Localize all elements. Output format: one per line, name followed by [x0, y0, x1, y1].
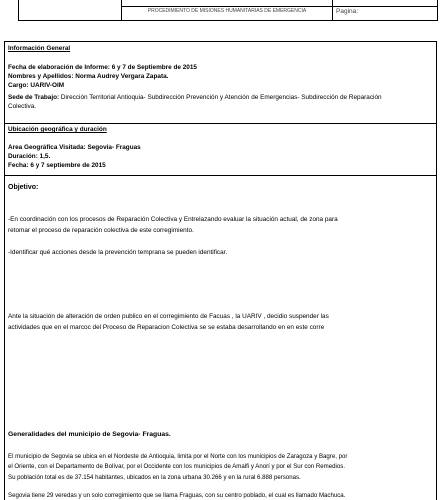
- objective-p3-line1: [8, 313, 329, 321]
- objective-p3-line1-text: Ante la situación de alteración de orden publico en el corregimiento de Facuas , la UARIV , decidio suspender las: [8, 313, 329, 320]
- workplace-label: Sede de Trabajo:: [8, 94, 60, 101]
- objective-section: [4, 175, 437, 500]
- objective-p1-line2: retomar el proceso de reparación colectiva de este corregimiento.: [8, 227, 194, 234]
- author-name: Nombres y Apellidos: Norma Audrey Vergara Zapata.: [8, 73, 169, 80]
- logo-cell: [19, 0, 122, 20]
- procedure-cell: [122, 0, 333, 20]
- workplace-line1: Dirección Territorial Antioquia- Subdirección Prevención y Atención de Emergencias- Subdirección de Reparación: [59, 94, 382, 101]
- page-label: Pagina:: [336, 8, 359, 15]
- location-heading: Ubicación geográfica y duración: [8, 126, 107, 133]
- duration: Duración: 1,5.: [8, 153, 51, 160]
- page-cell: [333, 0, 437, 20]
- objective-p1-line1: -En coordinación con los procesos de Reparación Colectiva y Entrelazando evaluar la situación actual, de zona para: [8, 216, 338, 223]
- objective-p3-line2: actividades que en el marcoc del Proceso de Reparacion Colectiva se se estaba desarrollando en en este corre: [8, 324, 325, 331]
- generalities-p1-line2: el Oriente, con el Departamento de Bolívar, por el Occidente con los municipios de Amalfi y Anorí y por el Sur con Remedios.: [8, 463, 346, 470]
- report-date: Fecha de elaboración de Informe: 6 y 7 de Septiembre de 2015: [8, 64, 197, 71]
- generalities-heading: Generalidades del municipio de Segovia- Fraguas.: [8, 431, 171, 438]
- visit-date: Fecha: 6 y 7 septiembre de 2015: [8, 162, 106, 169]
- info-general-section: [4, 41, 437, 124]
- generalities-p1-line3: Su población total es de 37.154 habitantes, ubicados en la zona urbana 30.266 y en la rural 6.888 personas.: [8, 474, 301, 481]
- procedure-title: PROCEDIMIENTO DE MISIONES HUMANITARIAS DE EMERGENCIA: [147, 8, 307, 14]
- position: Cargo: UARIV-OIM: [8, 82, 65, 89]
- workplace: [8, 94, 382, 102]
- generalities-p1-line1: El municipio de Segovia se ubica en el Nordeste de Antioquia, limita por el Norte con los municipios de Zaragoza y Bagre, por: [8, 453, 348, 460]
- info-general-heading: Información General: [8, 45, 71, 52]
- objective-heading: Objetivo:: [8, 184, 39, 191]
- location-section: [4, 123, 437, 176]
- objective-p2: -Identificar qué acciones desde la prevención temprana se pueden identificar.: [8, 249, 228, 256]
- area-visited: Area Geográfica Visitada: Segovia- Fraguas: [8, 144, 141, 151]
- generalities-p2-line1: Segovia tiene 29 veredas y un solo corregimiento que se llama Fraguas, con su centro poblado, el cual es llamado Machuca.: [8, 492, 346, 499]
- workplace-line2: Colectiva.: [8, 103, 37, 110]
- document-header: [18, 0, 438, 21]
